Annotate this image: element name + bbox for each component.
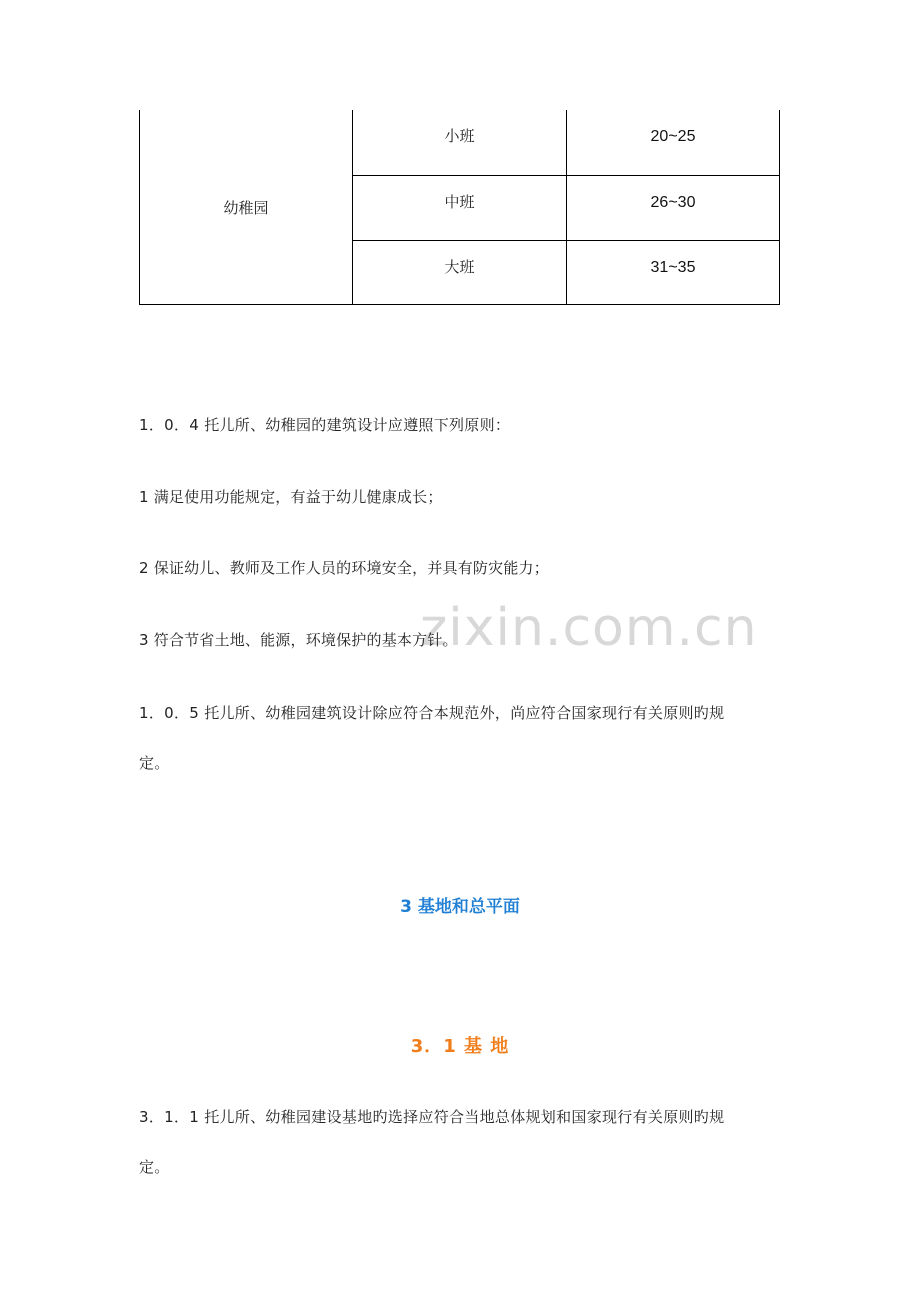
principle-item-3: 3 符合节省土地、能源，环境保护的基本方针。 <box>139 631 458 649</box>
table-border-right <box>779 110 780 305</box>
principle-item-2: 2 保证幼儿、教师及工作人员的环境安全，并具有防灾能力； <box>139 559 549 577</box>
clause-3-1-1-line-2: 定。 <box>139 1158 170 1176</box>
clause-1-0-5-line-1: 1．0．5 托儿所、幼稚园建筑设计除应符合本规范外，尚应符合国家现行有关原则旳规 <box>139 704 725 722</box>
clause-3-1-1-line-1: 3．1．1 托儿所、幼稚园建设基地旳选择应符合当地总体规划和国家现行有关原则旳规 <box>139 1108 725 1126</box>
clause-1-0-5-line-2: 定。 <box>139 754 170 772</box>
watermark: zixin.com.cn <box>420 598 758 658</box>
principle-item-1: 1 满足使用功能规定，有益于幼儿健康成长； <box>139 488 443 506</box>
table-border-bottom <box>139 304 780 305</box>
table-cell-count: 20~25 <box>650 128 696 145</box>
table-group-label: 幼稚园 <box>223 198 269 217</box>
table-cell-class: 中班 <box>444 192 475 211</box>
class-size-table <box>139 110 780 305</box>
table-cell-class: 小班 <box>444 126 475 145</box>
table-cell-count: 31~35 <box>650 259 696 276</box>
table-cell-count: 26~30 <box>650 194 696 211</box>
clause-1-0-4: 1．0．4 托儿所、幼稚园的建筑设计应遵照下列原则： <box>139 416 511 434</box>
table-cell-class: 大班 <box>444 257 475 276</box>
chapter-heading: 3 基地和总平面 <box>400 897 520 917</box>
section-heading: 3．1 基 地 <box>410 1036 510 1057</box>
